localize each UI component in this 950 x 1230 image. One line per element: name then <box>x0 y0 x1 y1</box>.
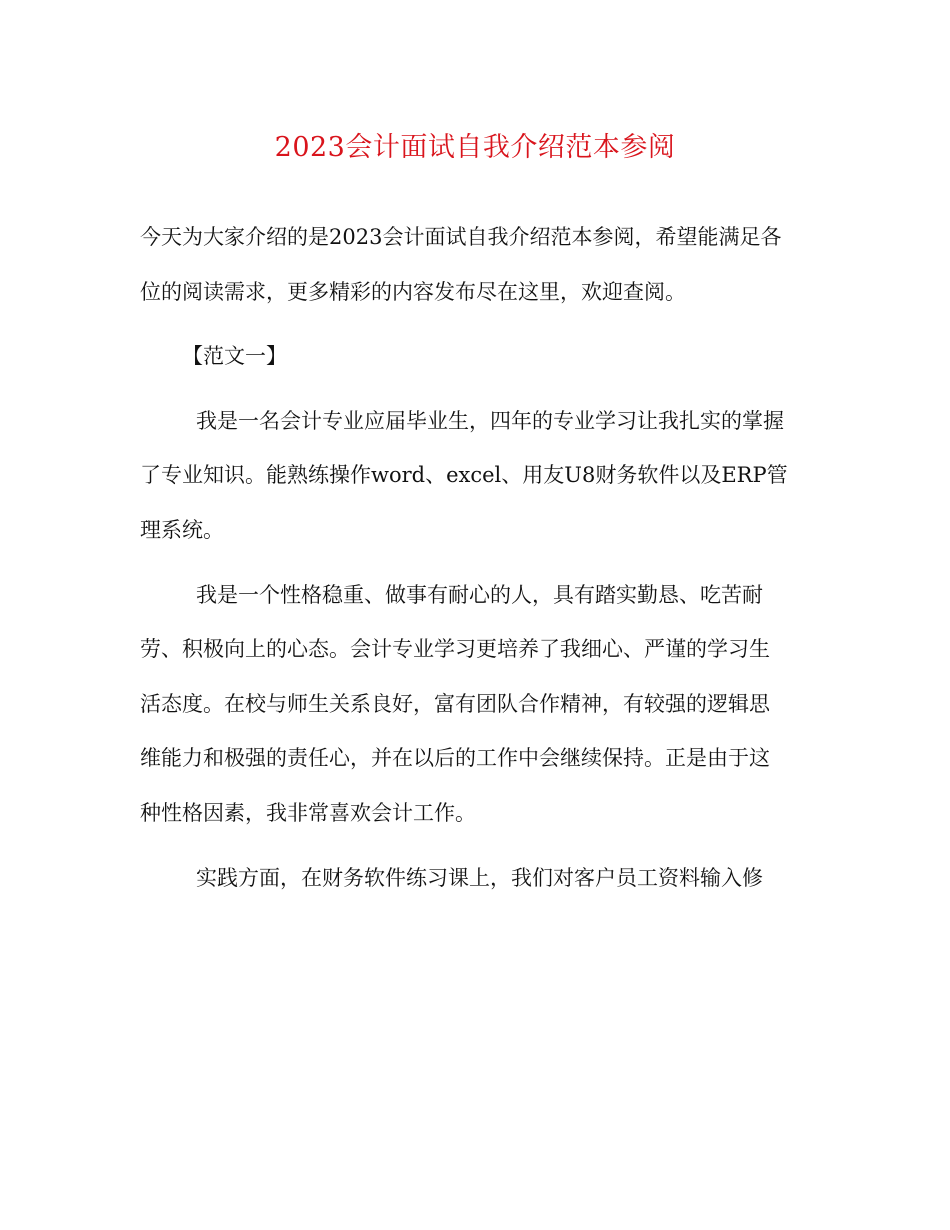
document-body <box>140 210 812 905</box>
paragraph-1-line-2: 了专业知识。能熟练操作word、excel、用友U8财务软件以及ERP管 <box>140 463 788 488</box>
intro-line-1: 今天为大家介绍的是2023会计面试自我介绍范本参阅，希望能满足各 <box>140 225 782 249</box>
paragraph-3 <box>140 851 812 906</box>
paragraph-1-line-3: 理系统。 <box>140 517 224 542</box>
paragraph-2-line-4: 维能力和极强的责任心，并在以后的工作中会继续保持。正是由于这 <box>140 746 770 771</box>
document-title: 2023会计面试自我介绍范本参阅 <box>274 132 676 163</box>
paragraph-3-line-1: 实践方面，在财务软件练习课上，我们对客户员工资料输入修 <box>196 865 763 890</box>
intro-line-2: 位的阅读需求，更多精彩的内容发布尽在这里，欢迎查阅。 <box>140 279 686 304</box>
section-heading-text: 【范文一】 <box>182 344 287 369</box>
paragraph-1 <box>140 394 812 558</box>
paragraph-2-line-1: 我是一个性格稳重、做事有耐心的人，具有踏实勤恳、吃苦耐 <box>196 582 763 607</box>
paragraph-2-line-5: 种性格因素，我非常喜欢会计工作。 <box>140 800 476 825</box>
paragraph-2-line-2: 劳、积极向上的心态。会计专业学习更培养了我细心、严谨的学习生 <box>140 637 770 662</box>
paragraph-2 <box>140 568 812 841</box>
paragraph-2-line-3: 活态度。在校与师生关系良好，富有团队合作精神，有较强的逻辑思 <box>140 691 770 716</box>
paragraph-1-line-1: 我是一名会计专业应届毕业生，四年的专业学习让我扎实的掌握 <box>196 408 784 433</box>
intro-paragraph <box>140 210 812 319</box>
section-heading <box>140 329 812 384</box>
